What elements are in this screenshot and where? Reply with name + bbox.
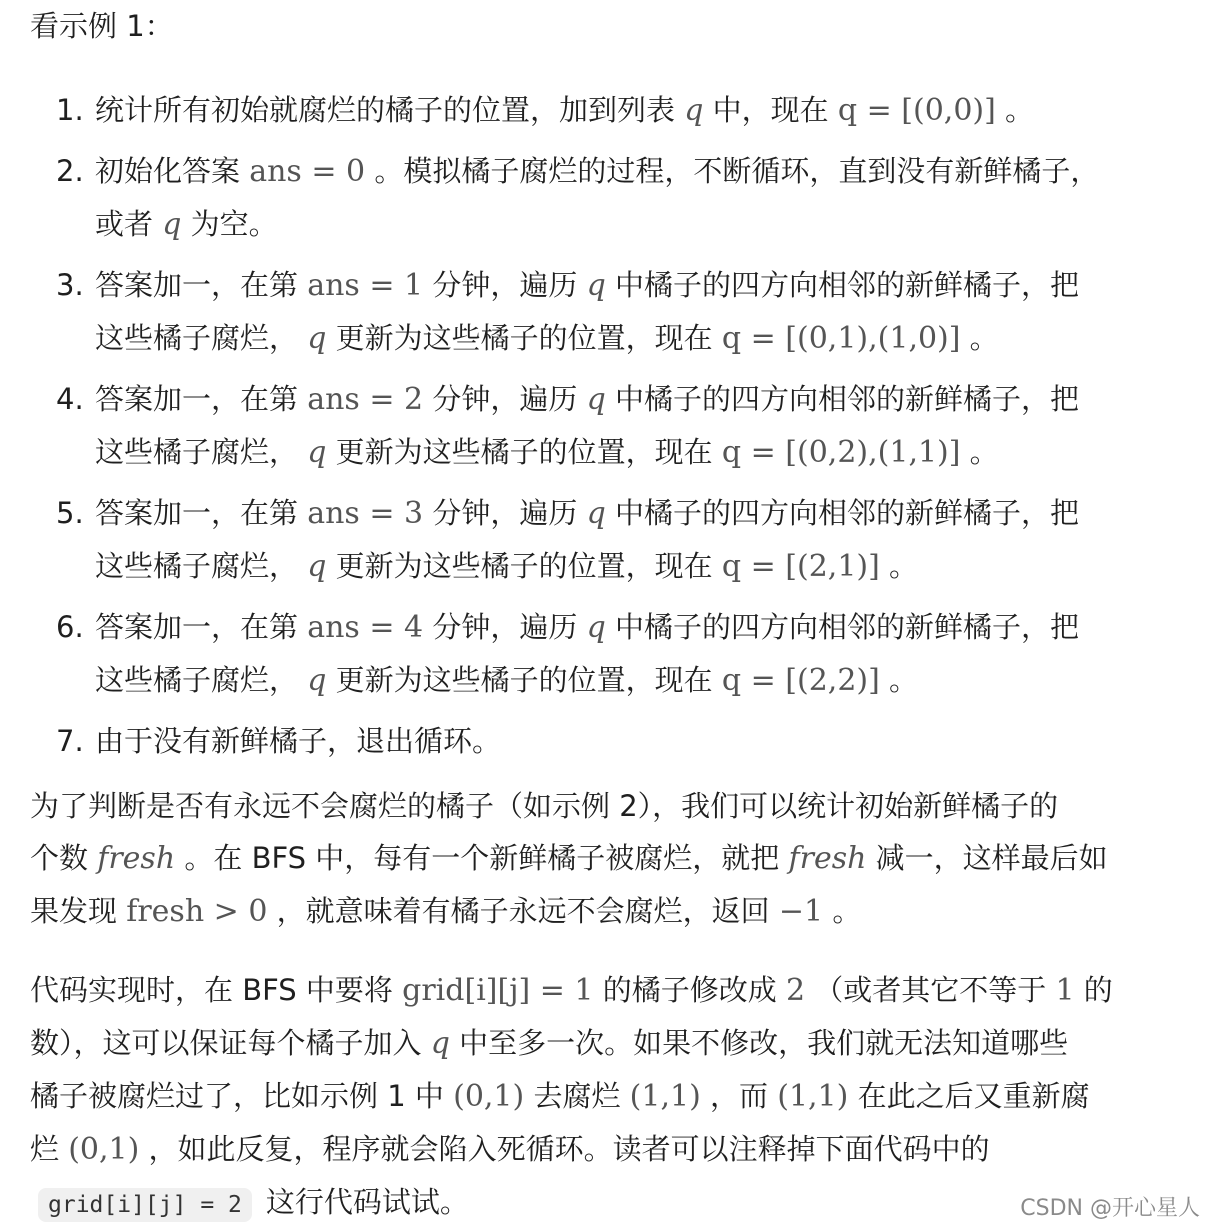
step-number: 6.: [56, 610, 84, 644]
text: 代码实现时，在 BFS 中要将: [30, 973, 403, 1007]
text: 答案加一，在第: [95, 496, 308, 530]
step-number: 7.: [56, 724, 84, 758]
watermark: CSDN @开心星人: [1020, 1196, 1200, 1221]
math-var: q: [586, 610, 606, 645]
math: [431, 1026, 450, 1061]
math: [97, 841, 175, 876]
text: （或者其它不等于: [805, 973, 1056, 1007]
step-line: [95, 487, 1180, 540]
step-line: [95, 198, 1180, 251]
text: 这些橘子腐烂，: [95, 435, 308, 469]
math: [789, 841, 867, 876]
step-item-6: [30, 601, 1180, 707]
text: ，就意味着有橘子永远不会腐烂，返回: [267, 894, 779, 928]
step-line: [95, 715, 1180, 767]
step-number: 3.: [56, 268, 84, 302]
math: 1: [1055, 973, 1075, 1008]
step-line: [95, 654, 1180, 707]
text: ，而: [700, 1079, 778, 1113]
math-var: q: [307, 549, 327, 584]
math: q = [(0,0)]: [837, 93, 996, 128]
inline-code: grid[i][j] = 2: [38, 1188, 252, 1222]
math-var: q: [307, 435, 327, 470]
step-number: 4.: [56, 382, 84, 416]
math-var: q: [586, 268, 606, 303]
text: 。: [960, 321, 999, 355]
text: 更新为这些橘子的位置，现在: [326, 549, 722, 583]
text: 中橘子的四方向相邻的新鲜橘子，把: [605, 382, 1080, 416]
math: ans = 3: [307, 496, 424, 531]
step-line: [95, 259, 1180, 312]
text: 这行代码试试。: [265, 1185, 469, 1219]
text: 。: [879, 549, 919, 583]
math-var: q: [307, 663, 327, 698]
para-line: [30, 885, 1180, 938]
paragraph-implementation: [30, 964, 1180, 1231]
para-line: [30, 1017, 1180, 1070]
math: ans = 0: [249, 154, 366, 189]
step-number: 5.: [56, 496, 84, 530]
text: 为空。: [181, 207, 278, 241]
math: ans = 4: [307, 610, 424, 645]
text: 的: [1074, 973, 1113, 1007]
math: ans = 1: [307, 268, 424, 303]
step-line: [95, 601, 1180, 654]
step-line: [95, 540, 1180, 593]
math: [587, 610, 606, 645]
text: 的橘子修改成: [593, 973, 786, 1007]
math: fresh > 0: [126, 894, 268, 929]
text: 为了判断是否有永远不会腐烂的橘子（如示例 2），我们可以统计初始新鲜橘子的: [30, 789, 1059, 823]
text: 更新为这些橘子的位置，现在: [326, 663, 722, 697]
text: 或者: [95, 207, 163, 241]
step-number: 1.: [56, 93, 84, 127]
text: 答案加一，在第: [95, 268, 308, 302]
step-item-4: [30, 373, 1180, 479]
text: ，如此反复，程序就会陷入死循环。读者可以注释掉下面代码中的: [139, 1132, 990, 1166]
text: 橘子被腐烂过了，比如示例 1 中: [30, 1079, 454, 1113]
intro-text: 看示例 1：: [30, 9, 174, 43]
step-line: [95, 145, 1180, 198]
math: [587, 382, 606, 417]
text: 答案加一，在第: [95, 382, 308, 416]
text: 。在 BFS 中，每有一个新鲜橘子被腐烂，就把: [175, 841, 789, 875]
text: 更新为这些橘子的位置，现在: [326, 435, 722, 469]
math-var: q: [586, 382, 606, 417]
text: 。: [823, 894, 862, 928]
math: −1: [778, 894, 824, 929]
math: [162, 207, 181, 242]
para-line: [30, 1176, 1180, 1231]
paragraph-fresh: [30, 780, 1180, 938]
text: 中至多一次。如果不修改，我们就无法知道哪些: [449, 1026, 1069, 1060]
math: q = [(0,1),(1,0)]: [721, 321, 961, 356]
text: 果发现: [30, 894, 127, 928]
steps-list: [30, 84, 1180, 775]
text: 由于没有新鲜橘子，退出循环。: [95, 724, 502, 758]
text: 烂: [30, 1132, 69, 1166]
math: (1,1): [777, 1079, 849, 1114]
math: (1,1): [629, 1079, 701, 1114]
step-line: [95, 312, 1180, 365]
math: [307, 321, 326, 356]
step-item-3: [30, 259, 1180, 365]
step-line: [95, 426, 1180, 479]
text: 分钟，遍历: [423, 268, 587, 302]
step-item-1: [30, 84, 1180, 137]
math-var: q: [684, 93, 704, 128]
para-line: [30, 780, 1180, 832]
math: [587, 268, 606, 303]
step-item-5: [30, 487, 1180, 593]
math: (0,1): [453, 1079, 525, 1114]
math: q = [(2,2)]: [721, 663, 880, 698]
step-line: [95, 373, 1180, 426]
para-line: [30, 1070, 1180, 1123]
text: 。: [879, 663, 919, 697]
math-var: q: [162, 207, 182, 242]
text: 分钟，遍历: [423, 496, 587, 530]
text: 中橘子的四方向相邻的新鲜橘子，把: [605, 496, 1080, 530]
step-item-7: [30, 715, 1180, 767]
text: 去腐烂: [524, 1079, 630, 1113]
math-var: q: [586, 496, 606, 531]
math-var: q: [430, 1026, 450, 1061]
math-var: fresh: [788, 841, 867, 876]
math: [684, 93, 703, 128]
text: 在此之后又重新腐: [848, 1079, 1090, 1113]
text: 答案加一，在第: [95, 610, 308, 644]
text: 统计所有初始就腐烂的橘子的位置，加到列表: [95, 93, 685, 127]
step-item-2: [30, 145, 1180, 251]
text: 。: [960, 435, 999, 469]
text: 这些橘子腐烂，: [95, 549, 308, 583]
para-line: [30, 964, 1180, 1017]
text: 初始化答案: [95, 154, 250, 188]
text: 中橘子的四方向相邻的新鲜橘子，把: [605, 268, 1080, 302]
text: 更新为这些橘子的位置，现在: [326, 321, 722, 355]
math: [307, 435, 326, 470]
text: 分钟，遍历: [423, 610, 587, 644]
math-var: fresh: [97, 841, 176, 876]
math: (0,1): [68, 1132, 140, 1167]
text: 个数: [30, 841, 98, 875]
para-line: [30, 1123, 1180, 1176]
text: 。模拟橘子腐烂的过程，不断循环，直到没有新鲜橘子，: [365, 154, 1100, 188]
math: ans = 2: [307, 382, 424, 417]
math: [587, 496, 606, 531]
text: 分钟，遍历: [423, 382, 587, 416]
text: 中，现在: [703, 93, 838, 127]
text: 这些橘子腐烂，: [95, 663, 308, 697]
text: 数），这可以保证每个橘子加入: [30, 1026, 431, 1060]
math: q = [(0,2),(1,1)]: [721, 435, 961, 470]
text: 这些橘子腐烂，: [95, 321, 308, 355]
math: [307, 549, 326, 584]
text: 中橘子的四方向相邻的新鲜橘子，把: [605, 610, 1080, 644]
math: grid[i][j] = 1: [402, 973, 594, 1008]
math: 2: [785, 973, 806, 1008]
math-var: q: [307, 321, 327, 356]
para-line: [30, 832, 1180, 885]
text: 减一，这样最后如: [866, 841, 1108, 875]
text: 。: [995, 93, 1035, 127]
math: q = [(2,1)]: [721, 549, 880, 584]
step-line: [95, 84, 1180, 137]
math: [307, 663, 326, 698]
step-number: 2.: [56, 154, 84, 188]
